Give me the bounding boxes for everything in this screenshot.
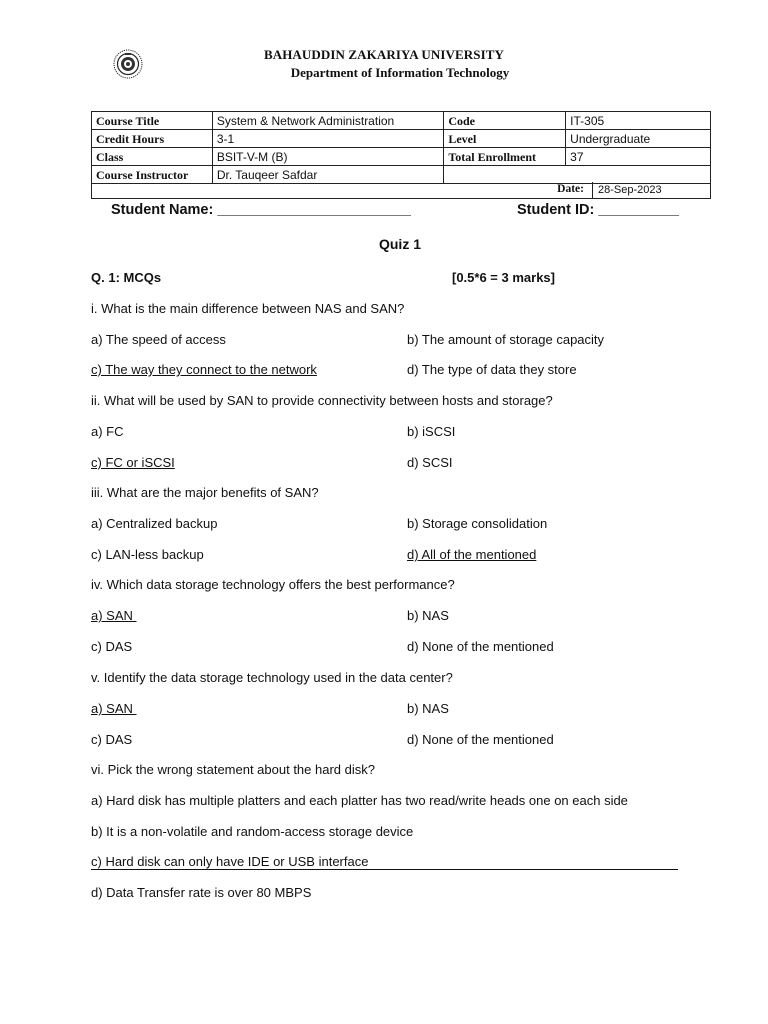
code-value: IT-305	[566, 112, 711, 130]
q5-option-b: b) NAS	[407, 701, 449, 716]
question-3: iii. What are the major benefits of SAN?	[91, 485, 319, 500]
table-row	[92, 130, 711, 148]
table-row	[92, 148, 711, 166]
code-label: Code	[444, 112, 566, 130]
course-title-label: Course Title	[92, 112, 213, 130]
question-2: ii. What will be used by SAN to provide connectivity between hosts and storage?	[91, 393, 553, 408]
q4-option-d: d) None of the mentioned	[407, 639, 554, 654]
question-1: i. What is the main difference between NAS and SAN?	[91, 301, 405, 316]
date-value: 28-Sep-2023	[592, 182, 712, 198]
department-name: Department of Information Technology	[290, 65, 510, 80]
course-info-table	[91, 111, 711, 184]
class-value: BSIT-V-M (B)	[212, 148, 444, 166]
table-row	[92, 112, 711, 130]
quiz-title: Quiz 1	[378, 236, 421, 252]
instructor-value: Dr. Tauqeer Safdar	[212, 166, 444, 184]
q2-option-b: b) iSCSI	[407, 424, 456, 439]
level-value: Undergraduate	[566, 130, 711, 148]
q3-option-c: c) LAN-less backup	[91, 547, 204, 562]
question-6: vi. Pick the wrong statement about the hard disk?	[91, 762, 375, 777]
q6-option-b: b) It is a non-volatile and random-access storage device	[91, 824, 414, 839]
q6-option-c-answer: c) Hard disk can only have IDE or USB interface	[91, 854, 678, 870]
total-enrollment-value: 37	[566, 148, 711, 166]
instructor-label: Course Instructor	[92, 166, 213, 184]
section-label: Q. 1: MCQs	[91, 270, 162, 285]
q3-option-d-answer: d) All of the mentioned	[407, 547, 537, 562]
student-name-field: Student Name: ________________________	[111, 202, 411, 218]
q1-option-d: d) The type of data they store	[407, 362, 577, 377]
q5-option-c: c) DAS	[91, 732, 133, 747]
q3-option-b: b) Storage consolidation	[407, 516, 548, 531]
q5-option-a-answer: a) SAN	[91, 701, 137, 716]
q2-option-a: a) FC	[91, 424, 124, 439]
q1-option-c-answer: c) The way they connect to the network	[91, 362, 317, 377]
credit-hours-label: Credit Hours	[92, 130, 213, 148]
q1-option-b: b) The amount of storage capacity	[407, 332, 605, 347]
q2-option-d: d) SCSI	[407, 455, 453, 470]
total-enrollment-label: Total Enrollment	[444, 148, 566, 166]
q6-option-d: d) Data Transfer rate is over 80 MBPS	[91, 885, 312, 900]
q4-option-c: c) DAS	[91, 639, 133, 654]
empty-cell	[444, 166, 711, 184]
class-label: Class	[92, 148, 213, 166]
q5-option-d: d) None of the mentioned	[407, 732, 554, 747]
university-name: BAHAUDDIN ZAKARIYA UNIVERSITY	[263, 47, 505, 62]
date-row	[91, 182, 711, 199]
question-5: v. Identify the data storage technology used in the data center?	[91, 670, 453, 685]
q3-option-a: a) Centralized backup	[91, 516, 218, 531]
q1-option-a: a) The speed of access	[91, 332, 226, 347]
level-label: Level	[444, 130, 566, 148]
date-label: Date:	[557, 183, 584, 195]
question-4: iv. Which data storage technology offers the best performance?	[91, 577, 455, 592]
marks-label: [0.5*6 = 3 marks]	[452, 270, 555, 285]
table-row	[92, 166, 711, 184]
q4-option-a-answer: a) SAN	[91, 608, 137, 623]
q4-option-b: b) NAS	[407, 608, 449, 623]
credit-hours-value: 3-1	[212, 130, 444, 148]
course-title-value: System & Network Administration	[212, 112, 444, 130]
student-id-field: Student ID: __________	[517, 202, 679, 218]
q6-option-a: a) Hard disk has multiple platters and each platter has two read/write heads one on each side	[91, 793, 628, 808]
q2-option-c-answer: c) FC or iSCSI	[91, 455, 175, 470]
